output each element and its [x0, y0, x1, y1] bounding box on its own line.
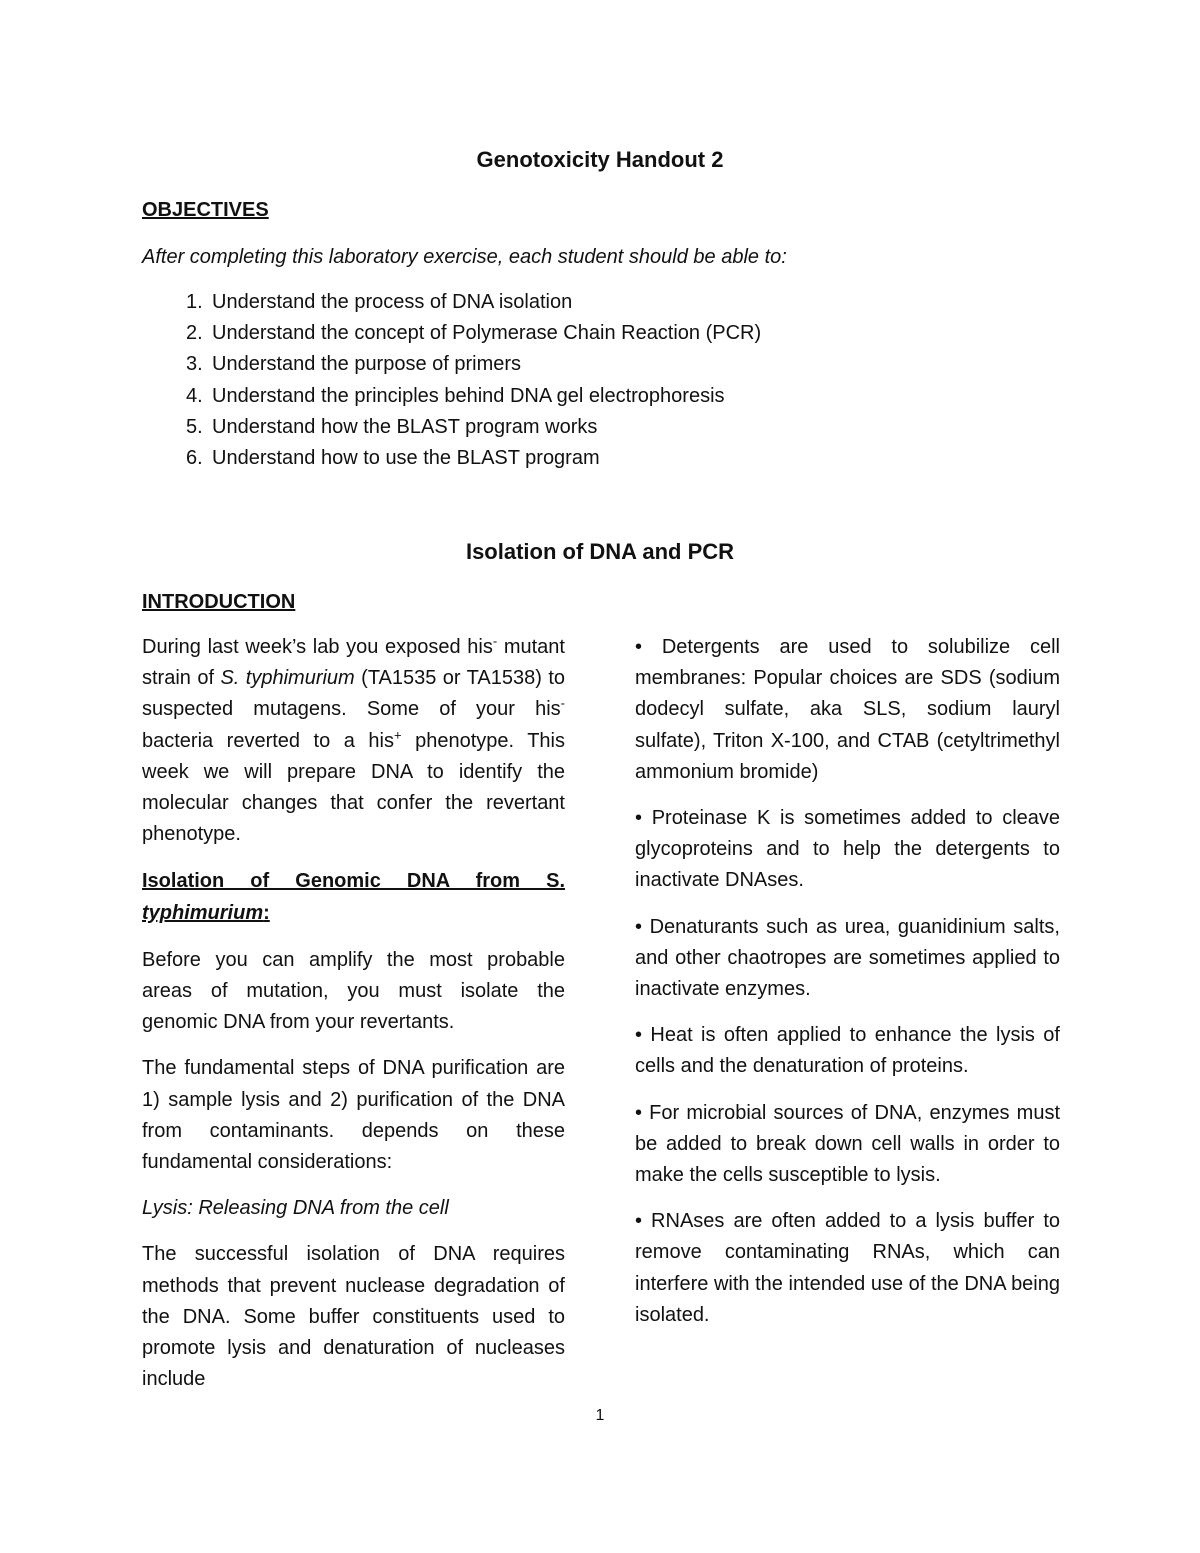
list-item-number: 2.: [186, 322, 203, 345]
bullet-item: • Heat is often applied to enhance the lysis of cells and the denaturation of proteins.: [635, 1024, 1060, 1078]
lysis-heading: Lysis: Releasing DNA from the cell: [142, 1197, 449, 1220]
list-item-number: 3.: [186, 353, 203, 376]
bullet-item: • For microbial sources of DNA, enzymes must be added to break down cell walls in order to make the cells susceptible to lysis.: [635, 1101, 1060, 1187]
list-item-number: 5.: [186, 415, 203, 438]
objectives-list: [142, 288, 761, 475]
bullet-item: • Proteinase K is sometimes added to cleave glycoproteins and to help the detergents to inactivate DNAses.: [635, 807, 1060, 892]
list-item-text: Understand the concept of Polymerase Chain Reaction (PCR): [212, 322, 762, 345]
list-item-text: Understand how the BLAST program works: [212, 415, 598, 438]
list-item-text: Understand how to use the BLAST program: [212, 446, 600, 469]
isolation-paragraph: The successful isolation of DNA requires methods that prevent nuclease degradation of the DNA. Some buffer constituents used to promote lysis and denaturation of nucleases include: [142, 1243, 565, 1391]
list-item-text: Understand the process of DNA isolation: [212, 291, 573, 313]
purification-paragraph: The fundamental steps of DNA purification are 1) sample lysis and 2) purification of the DNA from contaminants. depends on these fundamental considerations:: [142, 1057, 565, 1174]
introduction-heading: INTRODUCTION: [142, 591, 296, 613]
intro-paragraph: During last week’s lab you exposed his- mutant strain of S. typhimurium (TA1535 or TA1538) to suspected mutagens. Some of your his- bacteria reverted to a his+ phenotype. This week we will prepare DNA to identify the molecular changes that confer the revertant phenotype.: [142, 633, 566, 846]
list-item: [142, 413, 761, 444]
isolation-subheading-cont: typhimurium:: [142, 901, 270, 924]
isolation-subheading: Isolation of Genomic DNA from S.: [142, 870, 565, 893]
list-item: [142, 444, 761, 475]
objectives-heading: OBJECTIVES: [142, 199, 269, 221]
list-item-number: 6.: [186, 446, 203, 469]
document-title: Genotoxicity Handout 2: [476, 147, 724, 172]
list-item-text: Understand the purpose of primers: [212, 353, 522, 376]
list-item-number: 1.: [186, 291, 203, 313]
objectives-intro: After completing this laboratory exercise, each student should be able to:: [142, 246, 787, 268]
bullet-item: • Detergents are used to solubilize cell membranes: Popular choices are SDS (sodium dodecyl sulfate, aka SLS, sodium lauryl sulfate), Triton X-100, and CTAB (cetyltrimethyl ammonium bromide): [635, 636, 1060, 783]
bullet-item: • Denaturants such as urea, guanidinium salts, and other chaotropes are sometimes applied to inactivate enzymes.: [635, 915, 1060, 1001]
bullet-item: • RNAses are often added to a lysis buffer to remove contaminating RNAs, which can interfere with the intended use of the DNA being isolated.: [635, 1210, 1060, 1326]
list-item: [142, 382, 761, 413]
list-item: [142, 350, 761, 381]
left-column: [142, 632, 565, 1395]
amplify-paragraph: Before you can amplify the most probable areas of mutation, you must isolate the genomic DNA from your revertants.: [142, 948, 565, 1034]
species-name: S. typhimurium: [220, 667, 355, 690]
page-number: 1: [595, 1407, 605, 1424]
list-item: [142, 288, 761, 319]
list-item: [142, 319, 761, 350]
list-item-text: Understand the principles behind DNA gel electrophoresis: [212, 384, 725, 407]
list-item-number: 4.: [186, 384, 203, 407]
right-column: [635, 632, 1060, 1331]
section-title: Isolation of DNA and PCR: [465, 539, 735, 564]
